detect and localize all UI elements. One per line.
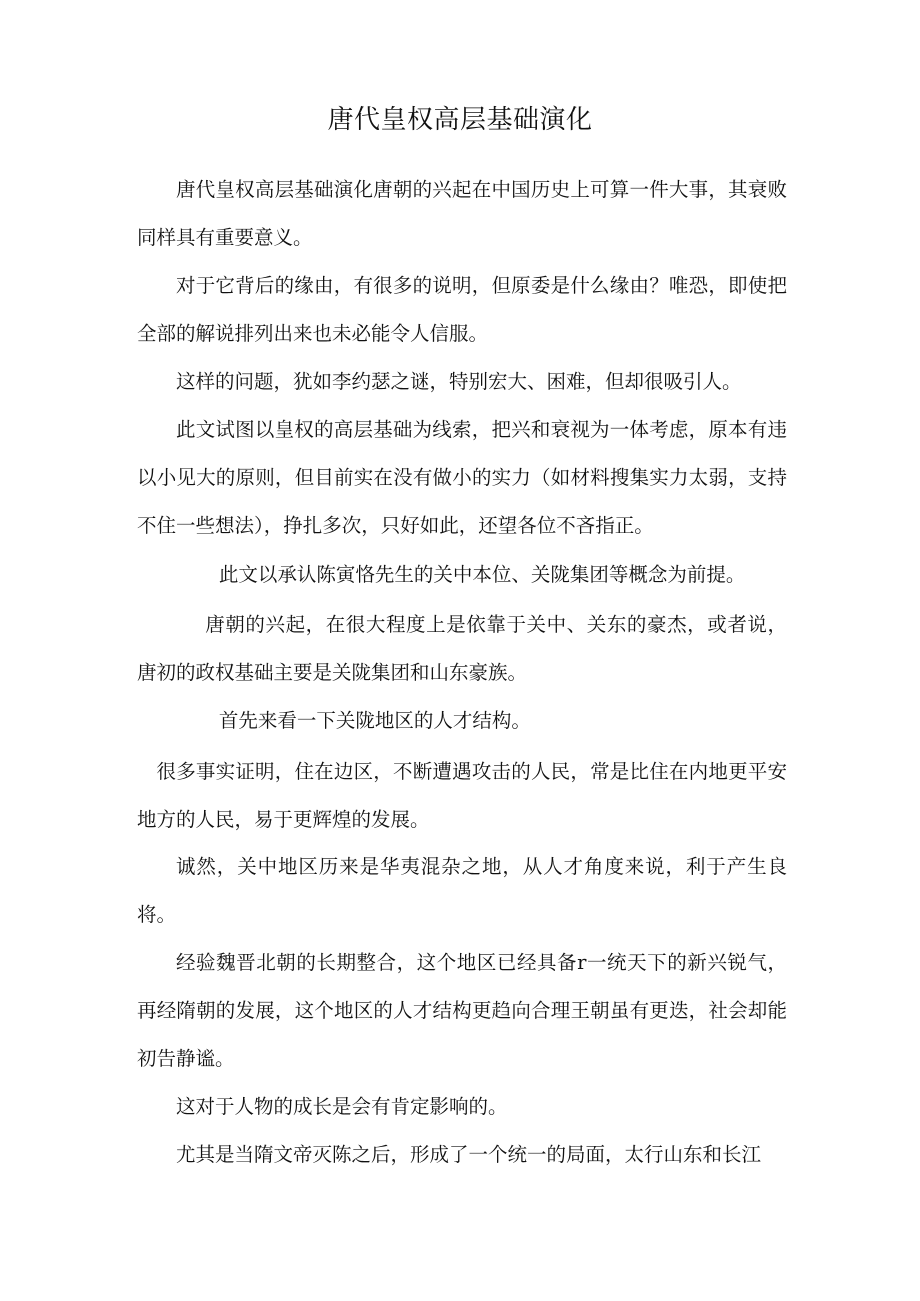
paragraph-2: 对于它背后的缘由，有很多的说明，但原委是什么缘由？唯恐，即使把全部的解说排列出来也未必能令人信服。	[137, 274, 787, 345]
paragraph-5: 此文以承认陈寅恪先生的关中本位、关陇集团等概念为前提。	[218, 563, 746, 586]
paragraph-7: 首先来看一下关陇地区的人才结构。	[218, 709, 531, 732]
paragraph-6: 唐朝的兴起，在很大程度上是依靠于关中、关东的豪杰，或者说，唐初的政权基础主要是关陇集团和山东豪族。	[137, 613, 787, 684]
paragraph-8: 很多事实证明，住在边区，不断遭遇攻击的人民，常是比住在内地更平安地方的人民，易于更辉煌的发展。	[137, 760, 787, 831]
document-title: 唐代皇权高层基础演化	[327, 105, 593, 135]
paragraph-12: 尤其是当隋文帝灭陈之后，形成了一个统一的局面，太行山东和长江	[176, 1143, 762, 1166]
paragraph-4: 此文试图以皇权的高层基础为线索，把兴和衰视为一体考虑，原本有违以小见大的原则，但目前实在没有做小的实力（如材料搜集实力太弱，支持不住一些想法），挣扎多次，只好如此，还望各位不吝指正。	[137, 418, 787, 537]
paragraph-3: 这样的问题，犹如李约瑟之谜，特别宏大、困难，但却很吸引人。	[176, 370, 742, 393]
paragraph-1: 唐代皇权高层基础演化唐朝的兴起在中国历史上可算一件大事，其衰败同样具有重要意义。	[137, 178, 787, 249]
paragraph-11: 这对于人物的成长是会有肯定影响的。	[176, 1095, 508, 1118]
paragraph-10: 经验魏晋北朝的长期整合，这个地区已经具备r一统天下的新兴锐气，再经隋朝的发展，这个地区的人才结构更趋向合理王朝虽有更迭，社会却能初告静谧。	[137, 951, 787, 1070]
paragraph-9: 诚然，关中地区历来是华夷混杂之地，从人才角度来说，利于产生良将。	[137, 855, 787, 926]
